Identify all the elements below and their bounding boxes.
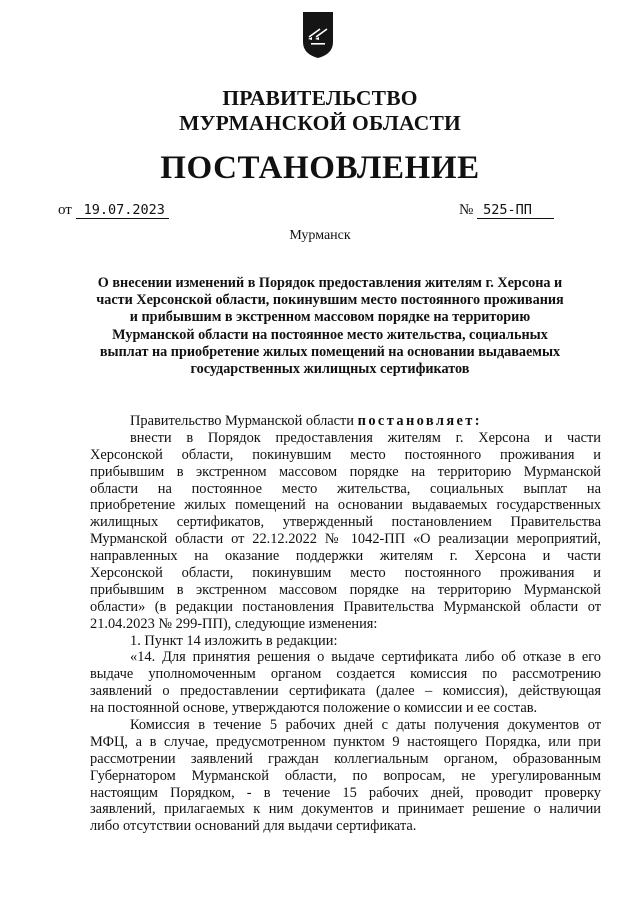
- intro-line: [90, 413, 601, 430]
- number-prefix: №: [459, 202, 474, 218]
- body-line: направленных на оказание поддержки жителям г. Херсона и части: [90, 548, 601, 565]
- body-line: области на постоянное место жительства, социальных выплат на: [90, 480, 601, 497]
- subject-line: Мурманской области на постоянное место жительства, социальных: [112, 326, 548, 343]
- body-line: 1. Пункт 14 изложить в редакции:: [130, 632, 338, 649]
- body-line: заявлений, прилагаемых к ним документов и принимает решение о наличии: [90, 801, 601, 818]
- document-type: ПОСТАНОВЛЕНИЕ: [160, 150, 480, 186]
- subject-line: государственных жилищных сертификатов: [190, 361, 470, 378]
- body-line: «14. Для принятия решения о выдаче сертификата либо об отказе в его: [130, 649, 601, 666]
- intro-text: Правительство Мурманской области: [130, 413, 355, 429]
- document-date: 19.07.2023: [76, 202, 169, 219]
- body-line: прибывшим в экстренном массовом порядке на территорию Мурманской: [90, 463, 601, 480]
- document-subject: [60, 275, 600, 378]
- body-line: прибывшим в экстренном массовом порядке на территорию Мурманской: [90, 581, 601, 598]
- body-line: жилищных сертификатов, утвержденный постановлением Правительства: [90, 514, 601, 531]
- date-prefix: от: [58, 202, 72, 218]
- coat-of-arms-icon: [300, 10, 336, 60]
- body-line: внести в Порядок предоставления жителям г. Херсона и части: [130, 429, 601, 446]
- body-line: на постоянной основе, утверждаются положение о комиссии и ее состав.: [90, 700, 538, 717]
- body-line: Комиссия в течение 5 рабочих дней с даты получения документов от: [130, 717, 601, 734]
- document-body: [90, 413, 601, 835]
- subject-line: О внесении изменений в Порядок предоставления жителям г. Херсона и: [97, 275, 563, 291]
- body-line: Херсонской области, покинувшим место постоянного проживания и: [90, 446, 601, 463]
- body-line: Мурманской области от 22.12.2022 № 1042-ПП «О реализации мероприятий,: [90, 531, 601, 548]
- body-line: рассмотрении заявлений граждан коллегиальным органом, образованным: [90, 750, 601, 767]
- organization-line-1: ПРАВИТЕЛЬСТВО: [222, 86, 418, 110]
- body-line: 21.04.2023 № 299-ПП), следующие изменения:: [90, 615, 378, 632]
- body-line: Херсонской области, покинувшим место постоянного проживания и: [90, 565, 601, 582]
- body-line: приобретение жилых помещений на основании выдаваемых государственных: [90, 497, 601, 514]
- subject-line: выплат на приобретение жилых помещений на основании выдаваемых: [99, 343, 561, 360]
- date-line: [58, 202, 169, 219]
- organization-name: [0, 86, 640, 136]
- body-line: Губернатором Мурманской области, по вопросам, не урегулированным: [90, 767, 601, 784]
- subject-line: части Херсонской области, покинувшим место постоянного проживания: [96, 292, 564, 309]
- city: Мурманск: [289, 228, 351, 243]
- body-line: либо отсутствии оснований для выдачи сертификата.: [90, 818, 417, 835]
- body-line: выдаче уполномоченным органом создается комиссия по рассмотрению: [90, 666, 601, 683]
- body-line: МФЦ, а в случае, предусмотренном пунктом 9 настоящего Порядка, или при: [90, 733, 601, 750]
- body-line: области» (в редакции постановления Правительства Мурманской области от: [90, 598, 601, 615]
- subject-line: и прибывшим в экстренном массовом порядке на территорию: [129, 309, 531, 326]
- body-line: настоящим Порядком, - в течение 15 рабочих дней, проводит проверку: [90, 784, 601, 801]
- number-line: [459, 202, 554, 219]
- body-line: заявлений о предоставлении сертификата (далее – комиссия), действующая: [90, 683, 601, 700]
- document-number: 525-ПП: [477, 202, 554, 219]
- organization-line-2: МУРМАНСКОЙ ОБЛАСТИ: [179, 111, 461, 135]
- intro-verb: постановляет:: [357, 413, 482, 429]
